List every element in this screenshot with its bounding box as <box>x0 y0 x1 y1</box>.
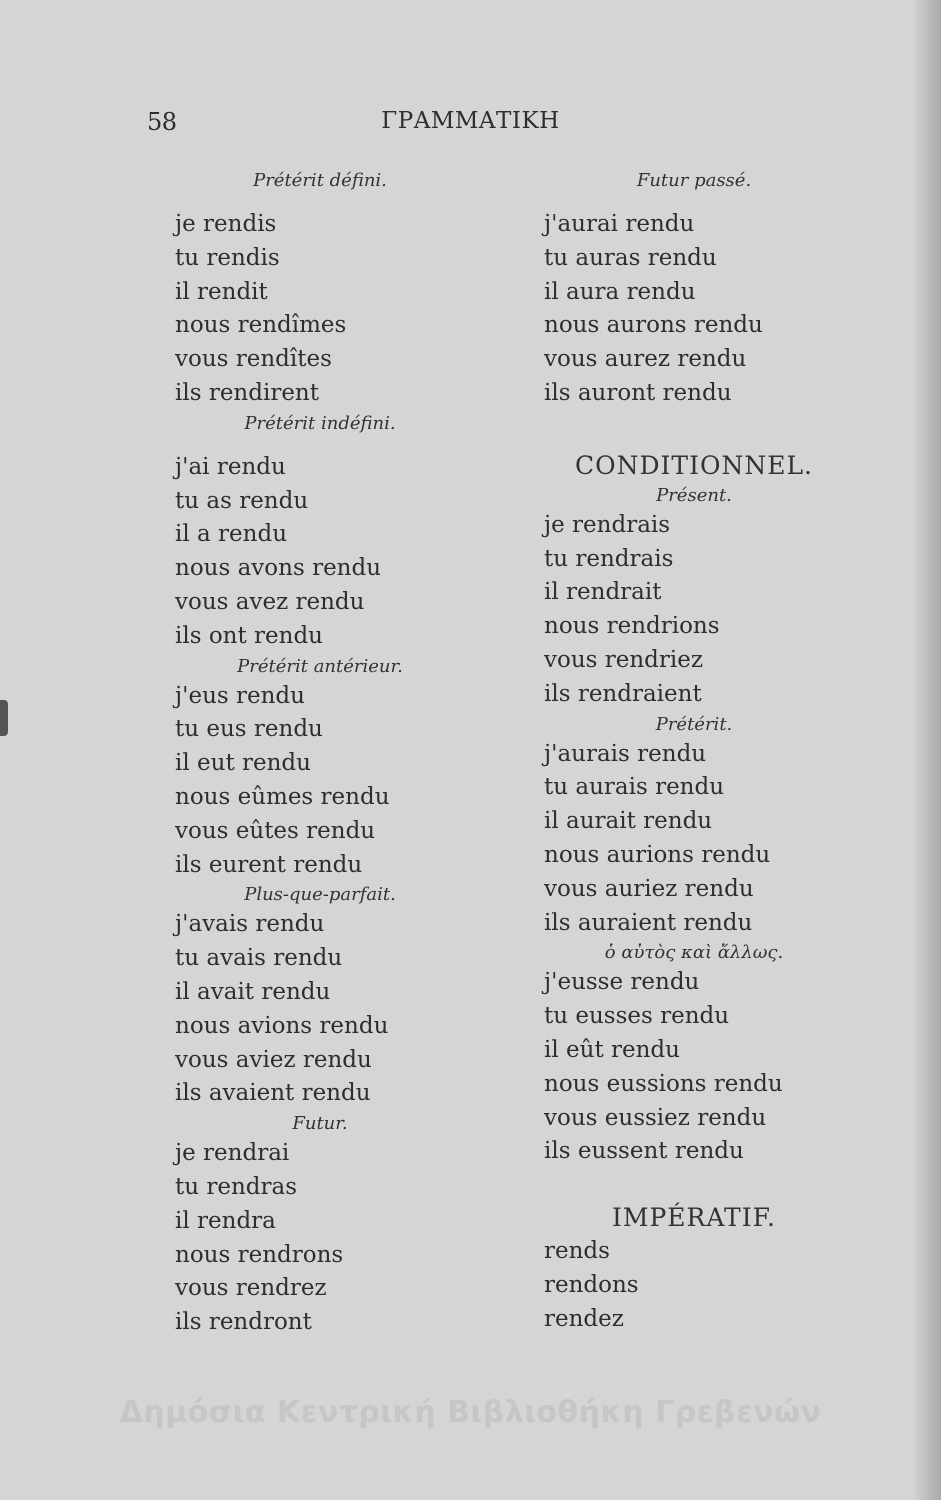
conjugation-line: nous avons rendu <box>175 555 382 582</box>
conjugation-line: il aurait rendu <box>544 808 713 835</box>
conjugation-line: tu rendis <box>175 244 280 271</box>
conjugation-line: j'ai rendu <box>175 453 286 480</box>
conjugation-line: vous eûtes rendu <box>175 817 376 844</box>
conjugation-line: il rendit <box>175 278 268 305</box>
conjugation-line: ils auraient rendu <box>544 909 753 936</box>
plus-que-parfait-section <box>175 882 465 1111</box>
conjugation-line: ils ont rendu <box>175 622 323 649</box>
conjugation-line: nous aurons rendu <box>544 312 763 339</box>
conjugation-line: tu eusses rendu <box>544 1003 730 1030</box>
mood-title: CONDITIONNEL. <box>574 450 813 480</box>
section-heading: ὁ αὐτὸς καὶ ἄλλως. <box>604 942 784 964</box>
conjugation-line: je rendrais <box>544 511 671 538</box>
left-column <box>175 168 465 1340</box>
preterit-anterieur-section <box>175 654 465 883</box>
page-edge-shadow <box>915 0 941 1500</box>
futur-passe-section <box>544 168 844 411</box>
library-watermark: Δημόσια Κεντρική Βιβλιοθήκη Γρεβενών <box>119 1395 822 1430</box>
conjugation-line: tu avais rendu <box>175 945 343 972</box>
conjugation-line: nous eûmes rendu <box>175 783 390 810</box>
conjugation-line: vous rendriez <box>544 646 703 673</box>
conjugation-line: je rendis <box>175 211 277 237</box>
conjugation-line: ils auront rendu <box>544 379 732 406</box>
conjugation-line: nous rendrions <box>544 613 720 640</box>
conjugation-line: nous eussions rendu <box>544 1070 783 1097</box>
page-number: 58 <box>147 108 177 136</box>
conjugation-line: rendons <box>544 1271 639 1298</box>
conjugation-line: il rendrait <box>544 579 662 606</box>
conjugation-line: nous rendrons <box>175 1241 344 1268</box>
conjugation-line: il rendra <box>175 1207 276 1234</box>
conjugation-line: il eût rendu <box>544 1036 680 1063</box>
imperatif-section <box>544 1201 844 1336</box>
conjugation-line: vous rendîtes <box>175 346 332 373</box>
futur-section <box>175 1111 465 1340</box>
conjugation-line: il a rendu <box>175 521 288 548</box>
conjugation-line: je rendrai <box>175 1140 290 1167</box>
conjugation-line: ils rendront <box>175 1309 312 1336</box>
conjugation-line: rendez <box>544 1305 624 1332</box>
margin-mark <box>0 700 8 736</box>
section-heading: Présent. <box>656 484 732 506</box>
conjugation-line: ils eurent rendu <box>175 851 363 878</box>
conjugation-line: tu auras rendu <box>544 244 717 271</box>
conjugation-line: j'aurai rendu <box>544 211 695 237</box>
conjugation-line: ils rendirent <box>175 379 319 406</box>
conditionnel-section <box>544 449 844 1169</box>
section-heading: Futur passé. <box>636 170 752 191</box>
conjugation-line: nous rendîmes <box>175 312 347 339</box>
conjugation-line: tu aurais rendu <box>544 774 725 801</box>
conjugation-line: tu rendrais <box>544 545 674 572</box>
conjugation-line: nous avions rendu <box>175 1012 389 1039</box>
conjugation-line: il eut rendu <box>175 750 311 777</box>
conjugation-line: vous aurez rendu <box>544 346 747 373</box>
conjugation-line: vous eussiez rendu <box>544 1104 767 1131</box>
preterit-defini-section <box>175 168 465 411</box>
section-heading: Prétérit défini. <box>253 170 387 191</box>
running-title: ΓΡΑΜΜΑΤΙΚΗ <box>381 108 560 134</box>
conjugation-line: rends <box>544 1238 610 1265</box>
right-column <box>544 168 844 1337</box>
mood-title: IMPÉRATIF. <box>611 1203 776 1233</box>
conjugation-line: j'eus rendu <box>175 682 305 709</box>
conjugation-line: vous aviez rendu <box>175 1046 372 1073</box>
section-heading: Futur. <box>292 1113 348 1135</box>
conjugation-line: nous aurions rendu <box>544 841 771 868</box>
conjugation-line: vous avez rendu <box>175 588 365 615</box>
conjugation-line: ils eussent rendu <box>544 1138 744 1165</box>
conjugation-line: j'aurais rendu <box>544 740 707 767</box>
conjugation-line: tu rendras <box>175 1173 298 1200</box>
conjugation-line: il aura rendu <box>544 278 696 305</box>
section-heading: Plus-que-parfait. <box>244 884 396 906</box>
conjugation-line: il avait rendu <box>175 978 331 1005</box>
conjugation-line: ils rendraient <box>544 680 702 707</box>
section-heading: Prétérit indéfini. <box>244 412 396 434</box>
section-heading: Prétérit antérieur. <box>237 655 403 677</box>
preterit-indefini-section <box>175 411 465 654</box>
conjugation-line: tu eus rendu <box>175 716 323 743</box>
conjugation-line: vous auriez rendu <box>544 875 754 902</box>
conjugation-line: j'eusse rendu <box>544 969 700 996</box>
conjugation-line: vous rendrez <box>175 1275 327 1302</box>
conjugation-line: tu as rendu <box>175 487 309 514</box>
conjugation-line: j'avais rendu <box>175 911 325 938</box>
conjugation-line: ils avaient rendu <box>175 1080 371 1107</box>
section-heading: Prétérit. <box>655 713 733 735</box>
